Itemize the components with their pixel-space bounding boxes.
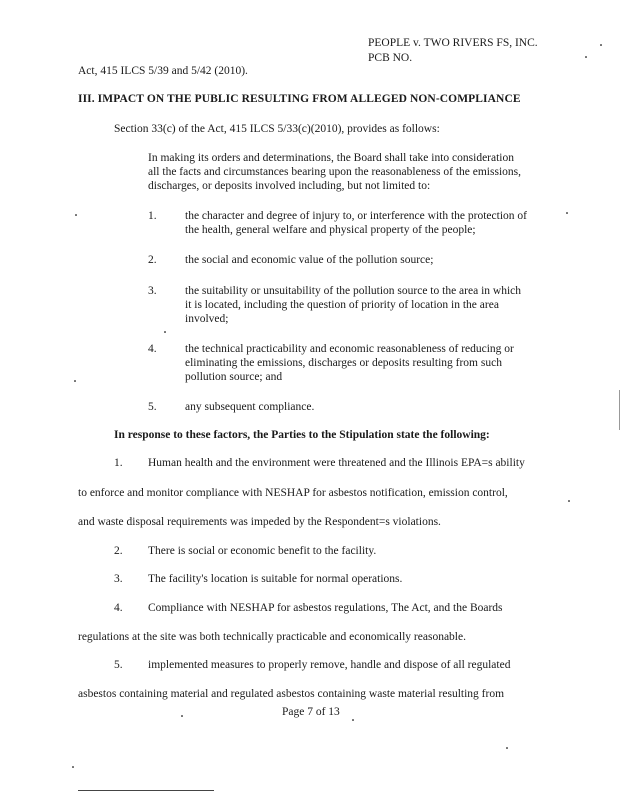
scan-speck xyxy=(352,719,354,721)
factor-number: 3. xyxy=(148,285,157,297)
response-text: Compliance with NESHAP for asbestos regulations, The Act, and the Boards xyxy=(148,602,503,614)
scan-speck xyxy=(568,500,570,502)
factor-line: eliminating the emissions, discharges or deposits resulting from such xyxy=(185,357,502,369)
factor-line: pollution source; and xyxy=(185,371,283,383)
response-text: There is social or economic benefit to the facility. xyxy=(148,545,377,557)
factor-line: involved; xyxy=(185,313,229,325)
footnote-rule xyxy=(78,790,214,791)
continued-citation: Act, 415 ILCS 5/39 and 5/42 (2010). xyxy=(78,65,248,77)
factor-line: the health, general welfare and physical property of the people; xyxy=(185,224,476,236)
section-heading: III. IMPACT ON THE PUBLIC RESULTING FROM ALLEGED NON-COMPLIANCE xyxy=(78,93,521,105)
response-number: 5. xyxy=(114,659,123,671)
response-number: 3. xyxy=(114,573,123,585)
header-case-number: PCB NO. xyxy=(368,52,413,64)
scan-speck xyxy=(72,766,74,768)
scan-speck xyxy=(74,380,76,382)
scan-speck xyxy=(506,747,508,749)
scan-speck xyxy=(600,44,602,46)
factor-line: the character and degree of injury to, or interference with the protection of xyxy=(185,210,527,222)
scan-speck xyxy=(566,212,568,214)
factor-line: any subsequent compliance. xyxy=(185,401,315,413)
section-intro: Section 33(c) of the Act, 415 ILCS 5/33(c)(2010), provides as follows: xyxy=(114,123,440,135)
factor-number: 5. xyxy=(148,401,157,413)
quote-line: discharges, or deposits involved including, but not limited to: xyxy=(148,180,431,192)
response-text: asbestos containing material and regulated asbestos containing waste material resulting from xyxy=(78,688,505,700)
response-text: Human health and the environment were threatened and the Illinois EPA=s ability xyxy=(148,457,525,469)
quote-line: all the facts and circumstances bearing upon the reasonableness of the emissions, xyxy=(148,166,521,178)
scan-speck xyxy=(164,331,166,333)
factor-line: it is located, including the question of priority of location in the area xyxy=(185,299,499,311)
factor-line: the social and economic value of the pollution source; xyxy=(185,254,434,266)
response-text: regulations at the site was both technically practicable and economically reasonable. xyxy=(78,631,466,643)
response-text: The facility's location is suitable for normal operations. xyxy=(148,573,403,585)
response-heading: In response to these factors, the Parties to the Stipulation state the following: xyxy=(114,429,490,441)
response-text: and waste disposal requirements was impeded by the Respondent=s violations. xyxy=(78,516,441,528)
scan-speck xyxy=(75,214,77,216)
factor-line: the technical practicability and economic reasonableness of reducing or xyxy=(185,343,514,355)
factor-number: 2. xyxy=(148,254,157,266)
quote-line: In making its orders and determinations, the Board shall take into consideration xyxy=(148,152,514,164)
response-number: 4. xyxy=(114,602,123,614)
factor-number: 4. xyxy=(148,343,157,355)
header-case-title: PEOPLE v. TWO RIVERS FS, INC. xyxy=(368,37,538,49)
page-number: Page 7 of 13 xyxy=(282,706,340,718)
scan-edge-line xyxy=(619,390,620,430)
response-text: to enforce and monitor compliance with NESHAP for asbestos notification, emission control, xyxy=(78,487,508,499)
response-number: 2. xyxy=(114,545,123,557)
scan-speck xyxy=(181,715,183,717)
scan-speck xyxy=(585,56,587,58)
response-text: implemented measures to properly remove, handle and dispose of all regulated xyxy=(148,659,511,671)
response-number: 1. xyxy=(114,457,123,469)
factor-number: 1. xyxy=(148,210,157,222)
factor-line: the suitability or unsuitability of the pollution source to the area in which xyxy=(185,285,521,297)
